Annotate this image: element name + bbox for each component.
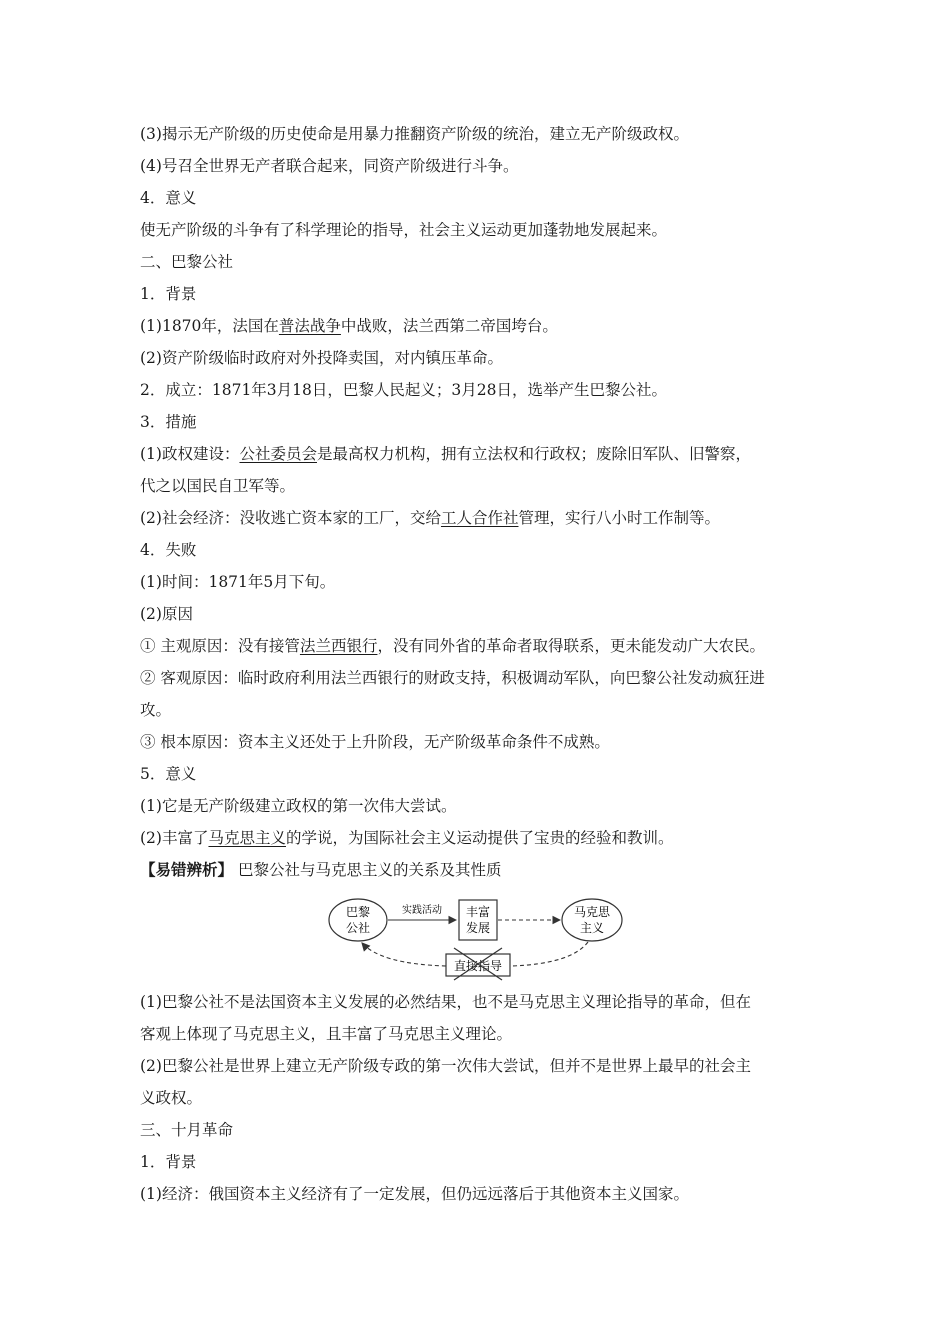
chapter-heading: 三、十月革命 xyxy=(140,1121,234,1139)
underlined-term: 公社委员会 xyxy=(239,445,317,463)
document-page xyxy=(140,118,815,1210)
section-heading: 4．意义 xyxy=(140,189,197,207)
arrow-label: 实践活动 xyxy=(402,905,442,916)
section-heading: 5．意义 xyxy=(140,765,197,783)
middle-node-label: 发展 xyxy=(465,921,491,935)
text-line: (1)它是无产阶级建立政权的第一次伟大尝试。 xyxy=(140,797,457,815)
text-line xyxy=(140,310,815,342)
text-span: 管理，实行八小时工作制等。 xyxy=(518,509,720,527)
curve-right xyxy=(511,942,588,966)
text-span: 中战败，法兰西第二帝国垮台。 xyxy=(340,317,558,335)
bottom-label: 直接指导 xyxy=(453,959,503,973)
right-node-label: 主义 xyxy=(579,921,605,935)
underlined-term: 工人合作社 xyxy=(440,509,519,527)
left-node-label: 公社 xyxy=(345,921,371,935)
section-heading: 1．背景 xyxy=(140,1153,197,1171)
text-line xyxy=(140,822,815,854)
text-span: (2)社会经济：没收逃亡资本家的工厂，交给 xyxy=(140,509,441,527)
chapter-heading: 二、巴黎公社 xyxy=(140,253,234,271)
text-line: (1)巴黎公社不是法国资本主义发展的必然结果，也不是马克思主义理论指导的革命，但在 xyxy=(140,993,751,1011)
text-line: (2)资产阶级临时政府对外投降卖国，对内镇压革命。 xyxy=(140,349,503,367)
text-line: 客观上体现了马克思主义，且丰富了马克思主义理论。 xyxy=(140,1025,513,1043)
text-line xyxy=(140,502,815,534)
callout-label: 【易错辨析】 xyxy=(140,860,234,879)
text-line xyxy=(140,630,815,662)
text-span: 巴黎公社与马克思主义的关系及其性质 xyxy=(233,861,502,879)
section-heading: 3．措施 xyxy=(140,413,197,431)
text-line: (2)巴黎公社是世界上建立无产阶级专政的第一次伟大尝试，但并不是世界上最早的社会主 xyxy=(140,1057,751,1075)
text-line: (1)经济：俄国资本主义经济有了一定发展，但仍远远落后于其他资本主义国家。 xyxy=(140,1185,689,1203)
underlined-term: 法兰西银行 xyxy=(299,637,378,655)
text-line: (2)原因 xyxy=(140,605,193,623)
text-span: 的学说，为国际社会主义运动提供了宝贵的经验和教训。 xyxy=(285,829,674,847)
text-line: 代之以国民自卫军等。 xyxy=(140,477,296,495)
text-line xyxy=(140,438,815,470)
text-line: (1)时间：1871年5月下旬。 xyxy=(140,573,336,591)
text-line xyxy=(140,854,815,886)
text-span: 是最高权力机构，拥有立法权和行政权；废除旧军队、旧警察， xyxy=(316,445,751,463)
curve-left xyxy=(362,943,446,966)
relationship-diagram xyxy=(140,886,815,986)
text-line: 义政权。 xyxy=(140,1089,203,1107)
text-line: 使无产阶级的斗争有了科学理论的指导，社会主义运动更加蓬勃地发展起来。 xyxy=(140,221,668,239)
text-line: 攻。 xyxy=(140,701,172,719)
text-span: ，没有同外省的革命者取得联系，更未能发动广大农民。 xyxy=(377,637,765,655)
middle-node-label: 丰富 xyxy=(465,905,491,919)
text-line: 2．成立：1871年3月18日，巴黎人民起义；3月28日，选举产生巴黎公社。 xyxy=(140,381,667,399)
text-line: ② 客观原因：临时政府利用法兰西银行的财政支持，积极调动军队，向巴黎公社发动疯狂进 xyxy=(140,669,765,687)
text-line: ③ 根本原因：资本主义还处于上升阶段，无产阶级革命条件不成熟。 xyxy=(140,733,610,751)
text-span: (2)丰富了 xyxy=(140,829,209,847)
text-span: ① 主观原因：没有接管 xyxy=(140,637,300,655)
left-node-label: 巴黎 xyxy=(345,905,371,919)
diagram-svg xyxy=(326,890,626,984)
text-line: (4)号召全世界无产者联合起来，同资产阶级进行斗争。 xyxy=(140,157,519,175)
section-heading: 1．背景 xyxy=(140,285,197,303)
underlined-term: 马克思主义 xyxy=(208,829,286,847)
text-span: (1)1870年，法国在 xyxy=(140,317,279,335)
section-heading: 4．失败 xyxy=(140,541,197,559)
right-node-label: 马克思 xyxy=(573,905,611,919)
underlined-term: 普法战争 xyxy=(278,317,341,335)
text-line: (3)揭示无产阶级的历史使命是用暴力推翻资产阶级的统治，建立无产阶级政权。 xyxy=(140,125,689,143)
text-span: (1)政权建设： xyxy=(140,445,240,463)
